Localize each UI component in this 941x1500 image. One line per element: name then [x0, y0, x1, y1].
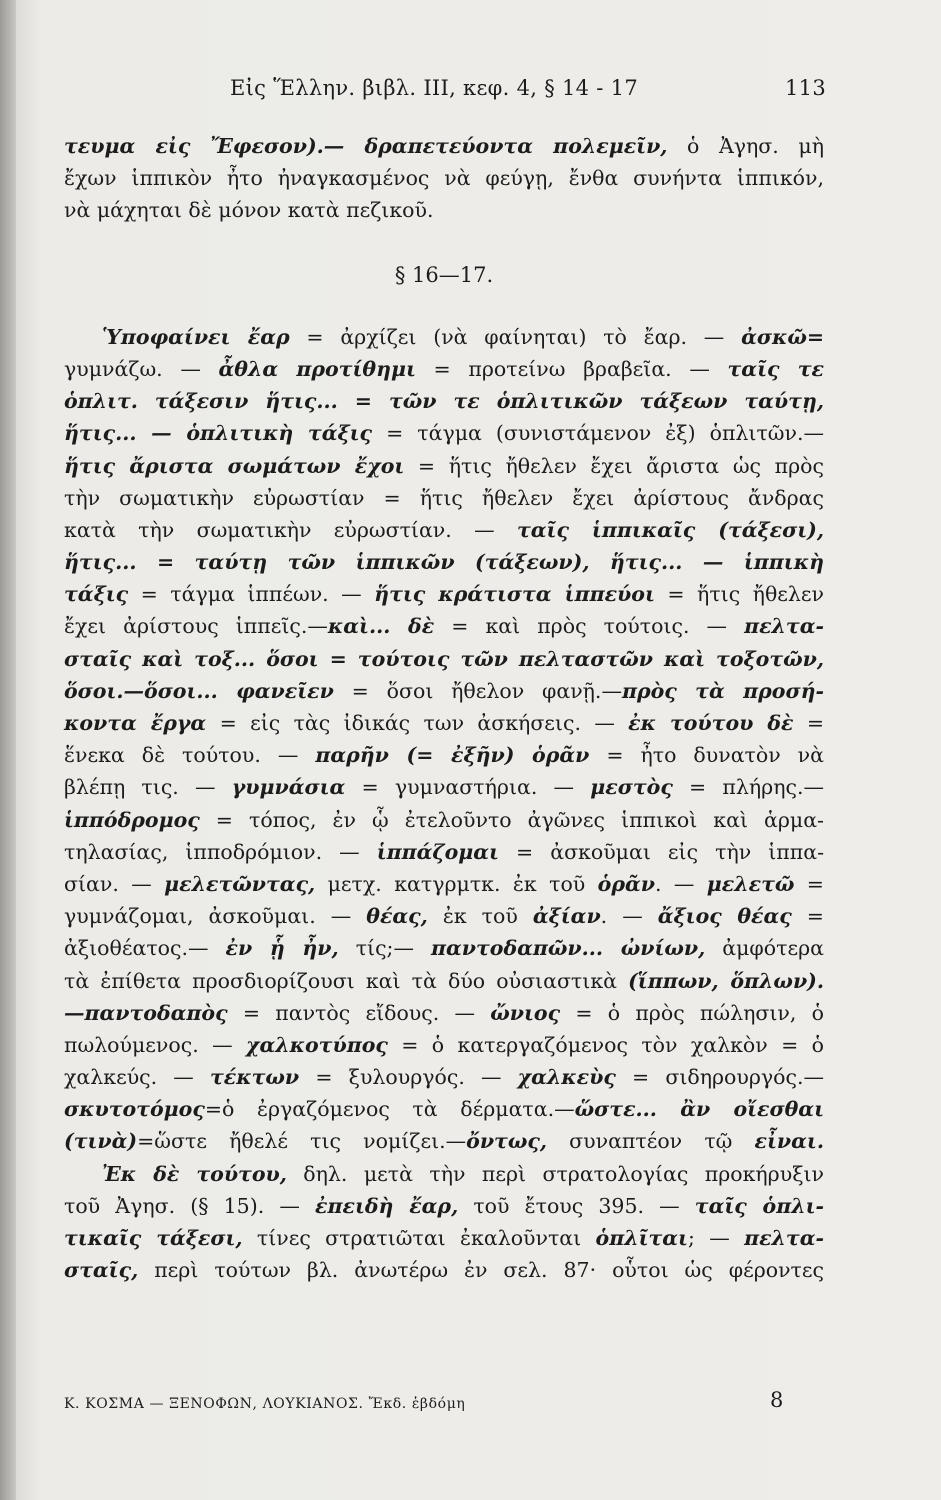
text-line: Ὑποφαίνει ἔαρ = ἀρχίζει (νὰ φαίνηται) τὸ ἔαρ. — ἀσκῶ= [102, 324, 825, 349]
text-line: ἕνεκα δὲ τούτου. — παρῆν (= ἐξῆν) ὁρᾶν = ἦτο δυνατὸν νὰ [64, 743, 824, 768]
commentary-text [64, 130, 824, 1286]
text-line: ἔχων ἱππικὸν ἦτο ἠναγκασμένος νὰ φεύγῃ, ἔνθα συνήντα ἱππικόν, [64, 166, 824, 191]
text-line: ἥτις... — ὁπλιτικὴ τάξις = τάγμα (συνιστάμενον ἐξ) ὁπλιτῶν.— [64, 421, 824, 446]
text-line: κοντα ἔργα = εἰς τὰς ἰδικάς των ἀσκήσεις. — ἐκ τούτου δὲ = [64, 711, 824, 735]
text-line: χαλκεύς. — τέκτων = ξυλουργός. — χαλκεὺς = σιδηρουργός.— [64, 1065, 824, 1090]
text-line: τοῦ Ἀγησ. (§ 15). — ἐπειδὴ ἔαρ, τοῦ ἔτους 395. — ταῖς ὁπλι- [64, 1193, 825, 1218]
text-line: κατὰ τὴν σωματικὴν εὐρωστίαν. — ταῖς ἱππικαῖς (τάξεσι), [64, 517, 824, 542]
running-header [230, 76, 830, 106]
section-heading: § 16—17. [394, 262, 494, 287]
text-line: τὰ ἐπίθετα προσδιορίζουσι καὶ τὰ δύο οὐσιαστικὰ (ἵππων, ὅπλων). [64, 968, 824, 993]
printer-signature: Κ. ΚΟΣΜΑ — ΞΕΝΟΦΩΝ, ΛΟΥΚΙΑΝΟΣ. Ἔκδ. ἑβδόμη [64, 1396, 466, 1412]
text-line: τικαῖς τάξεσι, τίνες στρατιῶται ἐκαλοῦνται ὁπλῖται; — πελτα- [64, 1226, 824, 1250]
text-line: σίαν. — μελετῶντας, μετχ. κατγρμτκ. ἐκ τοῦ ὁρᾶν. — μελετῶ = [64, 871, 824, 896]
text-line: βλέπῃ τις. — γυμνάσια = γυμναστήρια. — μεστὸς = πλήρης.— [64, 775, 824, 800]
text-line: σταῖς, περὶ τούτων βλ. ἀνωτέρω ἐν σελ. 87· οὗτοι ὡς φέροντες [64, 1258, 824, 1283]
running-title: Εἰς Ἕλλην. βιβλ. III, κεφ. 4, § 14 - 17 [230, 76, 638, 100]
text-line: γυμνάζω. — ἆθλα προτίθημι = προτείνω βραβεῖα. — ταῖς τε [64, 356, 824, 381]
page-number: 113 [785, 76, 826, 100]
text-line: —παντοδαπὸς = παντὸς εἴδους. — ὤνιος = ὁ πρὸς πώλησιν, ὁ [64, 1000, 824, 1025]
text-line: ἱππόδρομος = τόπος, ἐν ᾧ ἐτελοῦντο ἀγῶνες ἱππικοὶ καὶ ἁρμα- [64, 807, 824, 832]
text-line: (τινὰ)=ὥστε ἤθελέ τις νομίζει.—ὄντως, συναπτέον τῷ εἶναι. [64, 1129, 824, 1154]
text-line: σταῖς καὶ τοξ... ὅσοι = τούτοις τῶν πελταστῶν καὶ τοξοτῶν, [64, 646, 824, 671]
text-line: τευμα εἰς Ἔφεσον).— δραπετεύοντα πολεμεῖν, ὁ Ἀγησ. μὴ [64, 134, 824, 158]
text-line: νὰ μάχηται δὲ μόνον κατὰ πεζικοῦ. [64, 198, 434, 223]
text-line: σκυτοτόμος=ὁ ἐργαζόμενος τὰ δέρματα.—ὥστε... ἂν οἴεσθαι [64, 1097, 824, 1122]
text-line: τὴν σωματικὴν εὐρωστίαν = ἥτις ἤθελεν ἔχει ἀρίστους ἄνδρας [64, 485, 824, 510]
page-footer [64, 1388, 784, 1416]
binding-gutter [0, 0, 16, 1500]
text-line: ἥτις ἄριστα σωμάτων ἔχοι = ἥτις ἤθελεν ἔχει ἄριστα ὡς πρὸς [64, 453, 824, 478]
text-line: ὁπλιτ. τάξεσιν ἥτις... = τῶν τε ὁπλιτικῶν τάξεων ταύτῃ, [64, 389, 824, 414]
sheet-number: 8 [770, 1388, 784, 1412]
text-line: γυμνάζομαι, ἀσκοῦμαι. — θέας, ἐκ τοῦ ἀξίαν. — ἄξιος θέας = [64, 904, 824, 929]
text-line: τηλασίας, ἱπποδρόμιον. — ἱππάζομαι = ἀσκοῦμαι εἰς τὴν ἱππα- [64, 839, 824, 864]
text-line: ἔχει ἀρίστους ἱππεῖς.—καὶ... δὲ = καὶ πρὸς τούτοις. — πελτα- [64, 614, 824, 639]
text-line: ὅσοι.—ὅσοι... φανεῖεν = ὅσοι ἤθελον φανῇ.—πρὸς τὰ προσή- [64, 678, 824, 703]
text-line: τάξις = τάγμα ἱππέων. — ἥτις κράτιστα ἱππεύοι = ἥτις ἤθελεν [64, 582, 824, 607]
text-line: πωλούμενος. — χαλκοτύπος = ὁ κατεργαζόμενος τὸν χαλκὸν = ὁ [64, 1032, 825, 1057]
text-line: Ἐκ δὲ τούτου, δηλ. μετὰ τὴν περὶ στρατολογίας προκήρυξιν [102, 1161, 824, 1186]
text-line: ἀξιοθέατος.— ἐν ᾗ ἦν, τίς;— παντοδαπῶν... ὠνίων, ἀμφότερα [64, 936, 824, 961]
text-line: ἥτις... = ταύτῃ τῶν ἱππικῶν (τάξεων), ἥτις... — ἱππικὴ [64, 550, 824, 575]
